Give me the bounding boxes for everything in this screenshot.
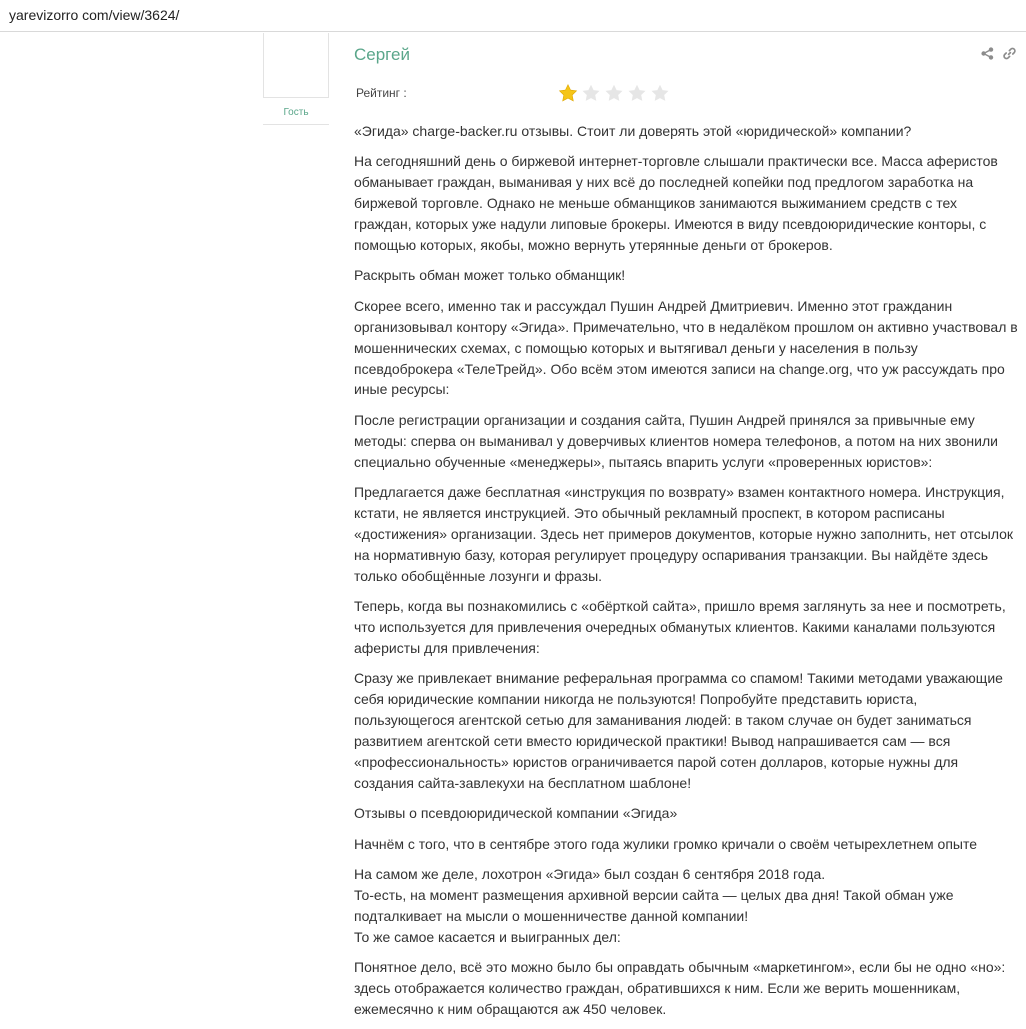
review-text	[354, 121, 1018, 1029]
review-paragraph: На самом же деле, лохотрон «Эгида» был создан 6 сентября 2018 года. То-есть, на момент размещения архивной версии сайта — целых два дня! Такой обман уже подталкивает на мысли о мошенничестве данной компании! То же самое касается и выигранных дел:	[354, 866, 954, 945]
review-paragraph: «Эгида» charge-backer.ru отзывы. Стоит ли доверять этой «юридической» компании?	[354, 123, 912, 139]
link-icon[interactable]	[1003, 47, 1016, 60]
address-bar[interactable]	[0, 0, 1026, 32]
review-paragraph: После регистрации организации и создания сайта, Пушин Андрей принялся за привычные ему методы: сперва он выманивал у доверчивых клиентов номера телефонов, а потом на них звонили специально обученные «менеджеры», пытаясь впарить услуги «проверенных юристов»:	[354, 411, 998, 470]
review-author[interactable]: Сергей	[354, 45, 410, 64]
star-empty-icon[interactable]	[627, 83, 647, 103]
user-panel	[263, 33, 329, 125]
rating-stars	[558, 83, 670, 103]
user-role-label: Гость	[263, 107, 329, 125]
share-icon[interactable]	[981, 47, 994, 60]
review-paragraph: Понятное дело, всё это можно было бы оправдать обычным «маркетингом», если бы не одно «но»: здесь отображается количество граждан, обратившихся к ним. Если же верить мошенникам, ежемесячно к ним обращаются аж 450 человек.	[354, 959, 1006, 1018]
rating-label: Рейтинг :	[356, 86, 407, 100]
review-paragraph: На сегодняшний день о биржевой интернет-торговле слышали практически все. Масса аферистов обманывает граждан, выманивая у них всё до последней копейки под предлогом заработка на биржевой торговле. Однако не меньше обманщиков занимаются выжиманием средств с тех граждан, которых уже надули липовые брокеры. Имеются в виду псевдоюридические конторы, с помощью которых, якобы, можно вернуть утерянные деньги от брокеров.	[354, 153, 998, 254]
review-paragraph: Отзывы о псевдоюридической компании «Эгида»	[354, 805, 678, 822]
avatar	[263, 33, 329, 98]
star-empty-icon[interactable]	[650, 83, 670, 103]
review-actions	[981, 47, 1016, 60]
url-text[interactable]: yarevizorro com/view/3624/	[9, 7, 180, 23]
review-paragraph: Скорее всего, именно так и рассуждал Пушин Андрей Дмитриевич. Именно этот гражданин организовывал контору «Эгида». Примечательно, что в недалёком прошлом он активно участвовал в мошеннических схемах, с помощью которых и вытягивал деньги у населения в пользу псевдоброкера «ТелеТрейд». Обо всём этом имеются записи на change.org, что уж рассуждать про иные ресурсы:	[354, 297, 1018, 398]
star-filled-icon[interactable]	[558, 83, 578, 103]
review-paragraph: Сразу же привлекает внимание реферальная программа со спамом! Такими методами уважающие себя юридические компании никогда не пользуются! Попробуйте представить юриста, пользующегося агентской сетью для заманивания людей: в таком случае он будет заниматься развитием агентской сети вместо юридической практики! Вывод напрашивается сам — вся «профессиональность» юристов ограничивается парой сотен долларов, которые нужны для создания сайта-завлекухи на бесплатном шаблоне!	[354, 670, 1003, 791]
review-paragraph: Раскрыть обман может только обманщик!	[354, 267, 626, 284]
star-empty-icon[interactable]	[604, 83, 624, 103]
review-paragraph: Начнём с того, что в сентябре этого года жулики громко кричали о своём четырехлетнем опыте	[354, 835, 978, 852]
star-empty-icon[interactable]	[581, 83, 601, 103]
rating	[356, 83, 996, 105]
review-paragraph: Предлагается даже бесплатная «инструкция по возврату» взамен контактного номера. Инструкция, кстати, не является инструкцией. Это обычный рекламный проспект, в котором расписаны «достижения» организации. Здесь нет примеров документов, которые нужно заполнить, нет отсылок на нормативную базу, которая регулирует процедуру оспаривания транзакции. Вы найдёте здесь только обобщённые лозунги и фразы.	[354, 484, 1014, 584]
review-paragraph: Теперь, когда вы познакомились с «обёрткой сайта», пришло время заглянуть за нее и посмотреть, что используется для привлечения очередных обманутых клиентов. Какими каналами пользуются аферисты для привлечения:	[354, 598, 1006, 656]
